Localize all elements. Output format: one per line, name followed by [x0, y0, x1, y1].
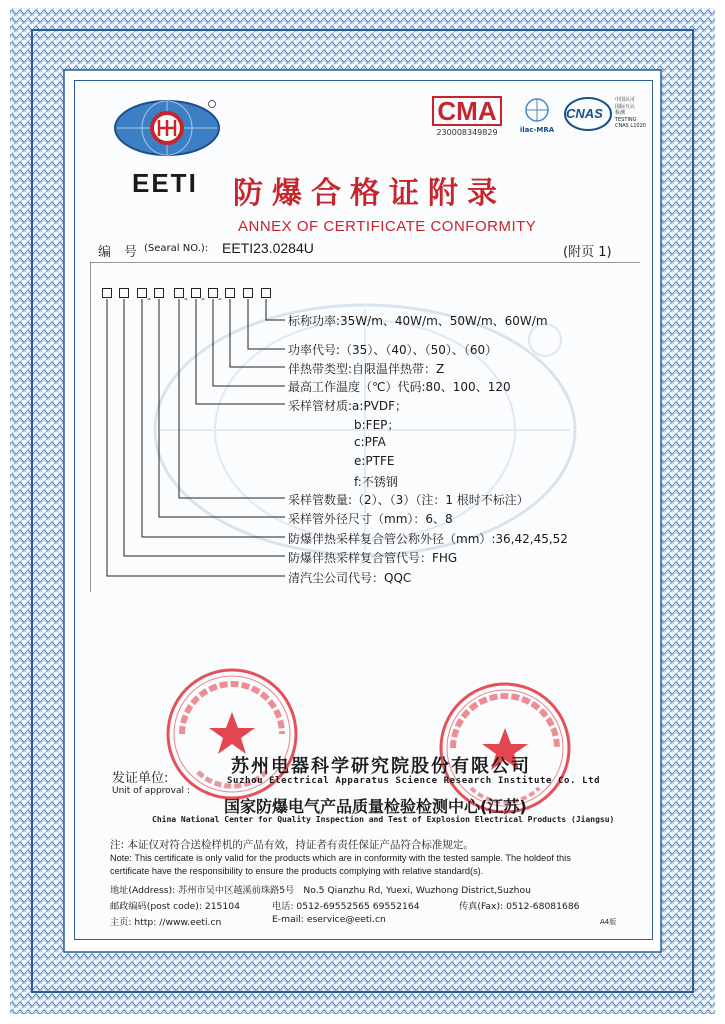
cnas-small-1: 中国认可	[615, 97, 636, 103]
spec-material: 采样管材质:a:PVDF；	[288, 399, 408, 413]
spec-material-e: e:PTFE	[354, 454, 395, 468]
spec-power-code: 功率代号:（35）、（40）、（50）、（60）	[288, 343, 498, 357]
serial-label-en: (Searal NO.):	[144, 243, 209, 254]
paper-size-label: A4版	[600, 918, 617, 926]
ilac-label: ilac-MRA	[519, 126, 555, 134]
approval-org1-cn: 苏州电器科学研究院股份有限公司	[231, 756, 531, 777]
cnas-small-3: 检测	[615, 110, 626, 116]
spec-tube-diameter: 采样管外径尺寸（mm）：6、8	[288, 512, 453, 526]
spec-material-c: c:PFA	[354, 435, 386, 449]
code-separator: -	[201, 292, 205, 305]
serial-value: EETI23.0284U	[222, 240, 314, 256]
title-en: ANNEX OF CERTIFICATE CONFORMITY	[238, 218, 537, 235]
approval-org2-cn: 国家防爆电气产品质量检验检测中心(江苏)	[224, 797, 527, 816]
title-cn: 防爆合格证附录	[233, 176, 506, 211]
cma-number: 230008349829	[436, 128, 498, 137]
code-separator: -	[184, 292, 188, 305]
footer-postcode: 邮政编码(post code): 215104	[110, 901, 240, 912]
approval-label-cn: 发证单位:	[112, 771, 169, 786]
code-separator: -	[147, 292, 151, 305]
spec-product-code: 防爆伴热采样复合管代号：FHG	[288, 551, 458, 565]
cma-label: CMA	[432, 96, 502, 126]
spec-max-temp-code: 最高工作温度（℃）代码:80、100、120	[288, 380, 511, 394]
footer-tel: 电话: 0512-69552565 69552164	[272, 901, 420, 912]
cnas-small-2: 国际互认	[615, 103, 636, 110]
page-label: (附页 1)	[563, 245, 612, 260]
brand-name: EETI	[132, 168, 198, 198]
cnas-label: CNAS	[566, 106, 603, 121]
spec-material-b: b:FEP；	[354, 418, 400, 432]
footer-email: E-mail: eservice@eeti.cn	[272, 914, 386, 925]
footer-address: 地址(Address): 苏州市吴中区越溪前珠路5号 No.5 Qianzhu Rd, Yuexi, Wuzhong District,Suzhou	[110, 885, 531, 896]
approval-org2-en: China National Center for Quality Inspection and Test of Explosion Electrical Products (Jiangsu)	[152, 815, 615, 824]
spec-material-f: f:不锈钢	[354, 475, 398, 489]
approval-label-en: Unit of approval :	[112, 786, 190, 796]
spec-heat-trace-type: 伴热带类型:自限温伴热带：Z	[288, 362, 445, 376]
code-separator: -	[218, 292, 222, 305]
serial-label-cn: 编 号	[98, 245, 138, 260]
footer-fax: 传真(Fax): 0512-68081686	[459, 901, 580, 912]
spec-company-code: 清汽尘公司代号：QQC	[288, 571, 412, 585]
spec-rated-power: 标称功率:35W/m、40W/m、50W/m、60W/m	[288, 314, 548, 328]
spec-tube-count: 采样管数量:（2）、（3）（注：1 根时不标注）	[288, 493, 529, 507]
note-en-line2: certificate have the responsibility to ensure the products complying with relative standard(s).	[110, 866, 484, 876]
note-en-line1: Note: This certificate is only valid for the products which are in conformity with the tested sample. The holdeof this	[110, 853, 571, 863]
footer-homepage: 主页: http: //www.eeti.cn	[110, 917, 222, 928]
note-cn: 注: 本证仅对符合送检样机的产品有效，持证者有责任保证产品符合标准规定。	[110, 839, 474, 851]
cnas-small-5: CNAS L1020	[615, 123, 646, 129]
cnas-small-4: TESTING	[615, 116, 637, 123]
approval-org1-en: Suzhou Electrical Apparatus Science Research Institute Co. Ltd	[227, 776, 601, 786]
spec-nominal-od: 防爆伴热采样复合管公称外径（mm）:36,42,45,52	[288, 532, 568, 546]
